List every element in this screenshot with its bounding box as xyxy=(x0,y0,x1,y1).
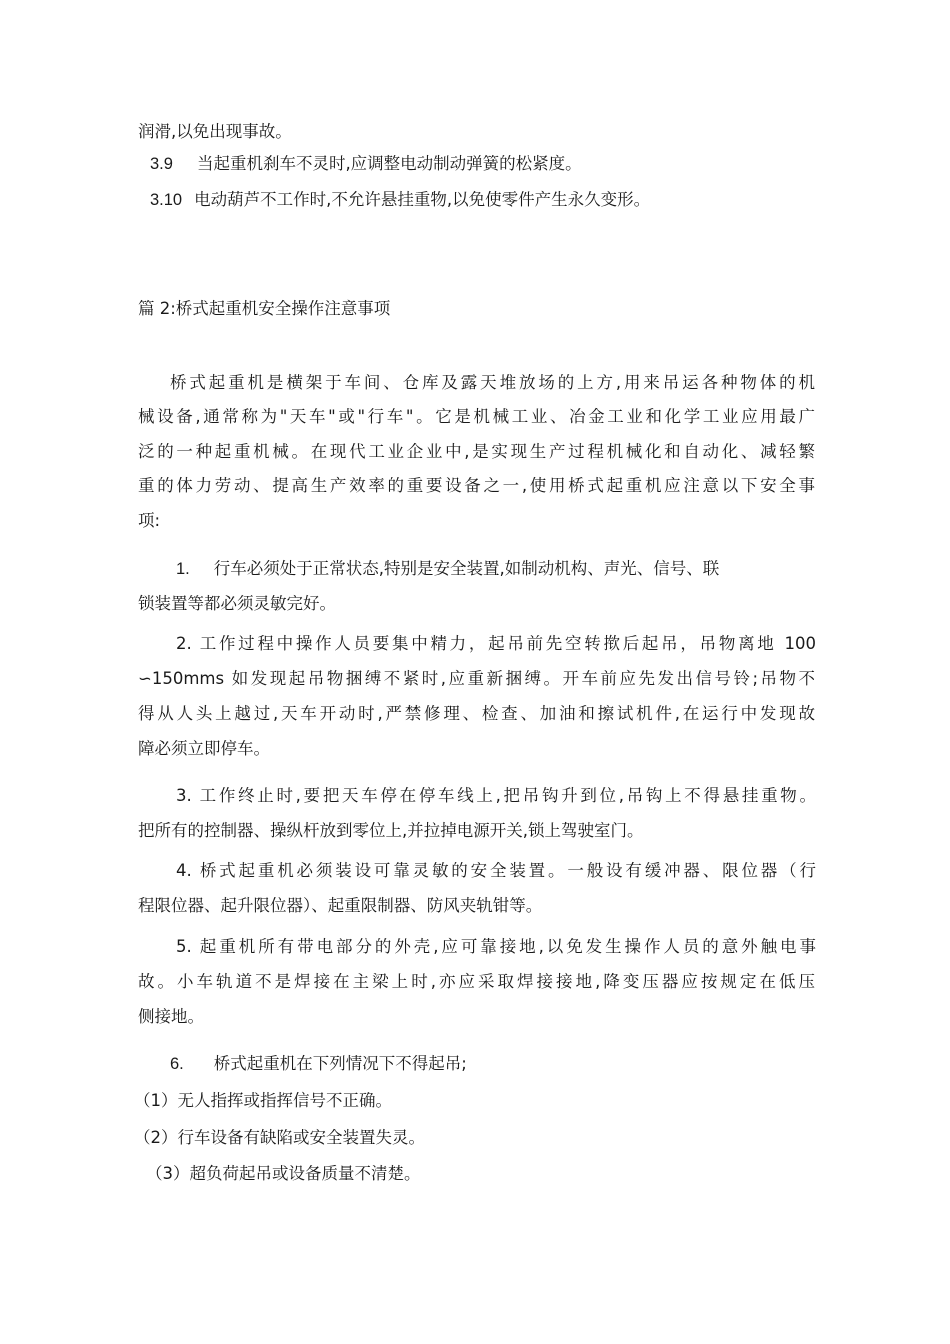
list-item-3: 3. 工作终止时,要把天车停在停车线上,把吊钩升到位,吊钩上不得悬挂重物。 xyxy=(176,786,816,805)
item-number: 6. xyxy=(170,1055,184,1073)
paragraph-line: 锁装置等都必须灵敏完好。 xyxy=(138,594,336,613)
sub-item-3: （3）超负荷起吊或设备质量不清楚。 xyxy=(146,1164,421,1183)
paragraph-line: 项: xyxy=(138,511,161,530)
paragraph-line: 把所有的控制器、操纵杆放到零位上,并拉掉电源开关,锁上驾驶室门。 xyxy=(138,821,644,840)
sub-item-2: （2）行车设备有缺陷或安全装置失灵。 xyxy=(134,1128,425,1147)
list-item-5: 5. 起重机所有带电部分的外壳,应可靠接地,以免发生操作人员的意外触电事 xyxy=(176,937,816,956)
text-line: 润滑,以免出现事故。 xyxy=(138,122,292,141)
paragraph-line: 故。小车轨道不是焊接在主梁上时,亦应采取焊接接地,降变压器应按规定在低压 xyxy=(138,972,815,991)
list-item-1 xyxy=(176,557,816,581)
clause-3-9 xyxy=(150,152,830,176)
clause-number: 3.10 xyxy=(150,191,183,209)
paragraph-line: 械设备,通常称为"天车"或"行车"。它是机械工业、冶金工业和化学工业应用最广 xyxy=(138,407,815,426)
paragraph-line: ∽150mms 如发现起吊物捆缚不紧时,应重新捆缚。开车前应先发出信号铃;吊物不 xyxy=(138,669,815,688)
paragraph-line: 泛的一种起重机械。在现代工业企业中,是实现生产过程机械化和自动化、减轻繁 xyxy=(138,442,815,461)
clause-number: 3.9 xyxy=(150,155,173,173)
paragraph-line: 障必须立即停车。 xyxy=(138,739,270,758)
paragraph-line: 侧接地。 xyxy=(138,1007,204,1026)
item-text: 行车必须处于正常状态,特别是安全装置,如制动机构、声光、信号、联 xyxy=(213,559,720,578)
item-text: 桥式起重机在下列情况下不得起吊; xyxy=(213,1054,467,1073)
section-title: 篇 2:桥式起重机安全操作注意事项 xyxy=(138,299,391,318)
paragraph-line: 得从人头上越过,天车开动时,严禁修理、检查、加油和擦试机件,在运行中发现故 xyxy=(138,704,815,723)
list-item-6 xyxy=(170,1052,810,1076)
paragraph-line: 桥式起重机是横架于车间、仓库及露天堆放场的上方,用来吊运各种物体的机 xyxy=(170,373,815,392)
clause-3-10 xyxy=(150,188,830,212)
paragraph-line: 程限位器、起升限位器）、起重限制器、防风夹轨钳等。 xyxy=(138,896,543,915)
item-number: 1. xyxy=(176,560,190,578)
paragraph-line: 重的体力劳动、提高生产效率的重要设备之一,使用桥式起重机应注意以下安全事 xyxy=(138,476,815,495)
clause-text: 电动葫芦不工作时,不允许悬挂重物,以免使零件产生永久变形。 xyxy=(194,190,651,209)
list-item-4: 4. 桥式起重机必须装设可靠灵敏的安全装置。一般设有缓冲器、限位器（行 xyxy=(176,861,816,880)
list-item-2: 2. 工作过程中操作人员要集中精力，起吊前先空转揿后起吊，吊物离地 100 xyxy=(176,634,816,653)
clause-text: 当起重机刹车不灵时,应调整电动制动弹簧的松紧度。 xyxy=(196,154,582,173)
sub-item-1: （1）无人指挥或指挥信号不正确。 xyxy=(134,1091,392,1110)
